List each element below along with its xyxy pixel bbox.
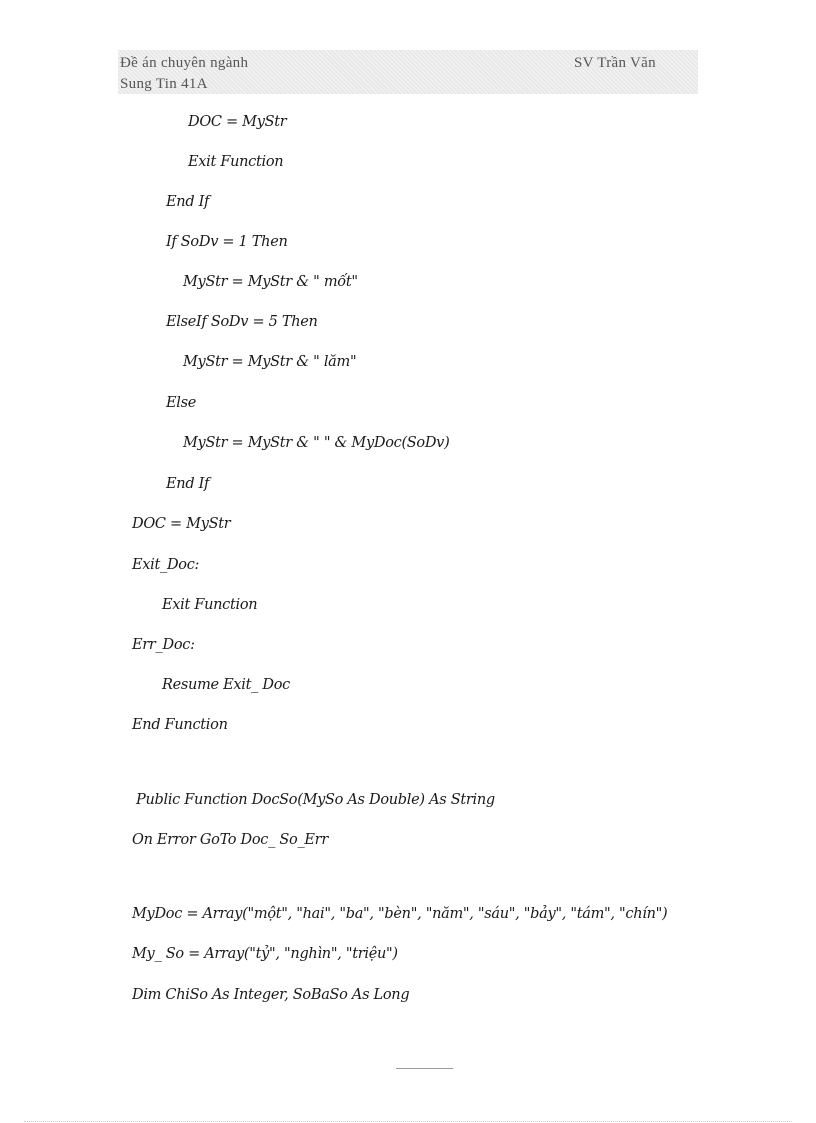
footer-page-rule bbox=[396, 1068, 453, 1069]
code-line: DOC = MyStr bbox=[132, 516, 231, 532]
header-course-line2: Sung Tin 41A bbox=[120, 76, 208, 92]
code-line: MyStr = MyStr & " mốt" bbox=[183, 274, 358, 290]
header-course-title bbox=[120, 53, 248, 95]
code-line: Exit Function bbox=[188, 154, 284, 170]
code-line: End Function bbox=[132, 717, 228, 733]
header-course-line1: Đề án chuyên ngành bbox=[120, 55, 249, 71]
code-line: Exit_Doc: bbox=[132, 557, 200, 573]
code-line: On Error GoTo Doc_ So_Err bbox=[132, 832, 328, 848]
code-line: ElseIf SoDv = 5 Then bbox=[166, 314, 318, 330]
code-line: Dim ChiSo As Integer, SoBaSo As Long bbox=[132, 987, 410, 1003]
code-line: End If bbox=[166, 194, 210, 210]
page-header bbox=[118, 50, 698, 94]
code-line: MyStr = MyStr & " " & MyDoc(SoDv) bbox=[183, 435, 450, 451]
code-line: End If bbox=[166, 476, 210, 492]
code-line: MyDoc = Array("một", "hai", "ba", "bèn", "năm", "sáu", "bảy", "tám", "chín") bbox=[132, 906, 668, 922]
code-line: Exit Function bbox=[162, 597, 258, 613]
code-line: My_ So = Array("tỷ", "nghìn", "triệu") bbox=[132, 946, 398, 962]
code-line: DOC = MyStr bbox=[188, 114, 287, 130]
header-student-name: SV Trần Văn bbox=[574, 55, 656, 71]
code-line: Err_Doc: bbox=[132, 637, 195, 653]
code-line: If SoDv = 1 Then bbox=[166, 234, 288, 250]
code-line: Resume Exit_ Doc bbox=[162, 677, 290, 693]
code-line: MyStr = MyStr & " lăm" bbox=[183, 354, 357, 370]
code-line: Else bbox=[166, 395, 197, 411]
page-bottom-border bbox=[24, 1121, 792, 1122]
code-line: Public Function DocSo(MySo As Double) As String bbox=[136, 792, 495, 808]
